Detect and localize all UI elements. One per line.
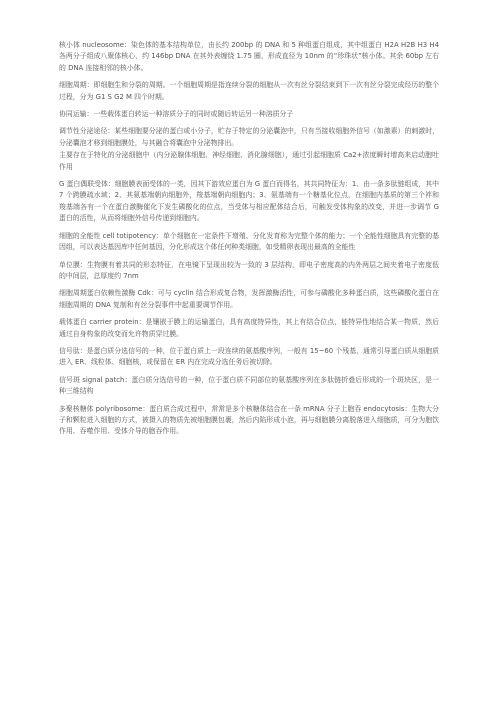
paragraph-cell-cycle: 细胞周期：即细胞生和分裂的周期。一个细胞周期是指连续分裂的细胞从一次有丝分裂结束到下一次有丝分裂完成经历的整个过程，分为 G1 S G2 M 四个时期。 <box>59 81 439 101</box>
paragraph-gpcr: G 蛋白偶联受体：细胞膜表面受体的一类，因其下游效应蛋白为 G 蛋白而得名，其共同特征为：1、由一条多肽链组成，其中 7 个跨膜疏水域；2、其氨基端朝向细胞外，羧基端朝向细胞内；3、氨基端有一个糖基化位点，在细胞内基质的第三个袢和羧基端各有一个在蛋白激酶催化下发生磷酸化的位点，当受体与相应配体结合后，可触发受体构象的改变，并进一步调节 G 蛋白的活性，从而将细胞外信号传递到细胞内。 <box>59 180 439 223</box>
paragraph-regulated-secretion-cont: 主要存在于特化的分泌细胞中（内分泌腺体细胞、神经细胞、消化腺细胞），通过引起细胞质 Ca2+浓度瞬时增高来启动胞吐作用 <box>59 151 439 171</box>
paragraph-nucleosome: 核小体 nucleosome：染色体的基本结构单位，由长约 200bp 的 DNA 和 5 种组蛋白组成，其中组蛋白 H2A H2B H3 H4 各两分子组成八聚体核心，约 146bp DNA 在其外表缠绕 1.75 圈，形成直径为 10nm 的“珍珠状”核小体。其余 60bp 左右的 DNA 连接相邻的核小体。 <box>59 41 439 72</box>
paragraph-totipotency: 细胞的全能性 cell totipotency：单个细胞在一定条件下增殖、分化发育称为完整个体的能力；一个全能性细胞具有完整的基因组，可以表达基因库中任何基因，分化形成这个体任何种类细胞，如受精卵表现出最高的全能性 <box>59 231 439 252</box>
paragraph-cdk: 细胞周期蛋白依赖性激酶 Cdk：可与 cyclin 结合形成复合物，发挥激酶活性，可参与磷酸化多种蛋白质，这些磷酸化蛋白在细胞周期的 DNA 复制和有丝分裂事件中起重要调节作用。 <box>59 289 439 309</box>
paragraph-carrier-protein: 载体蛋白 carrier protein：是镶嵌于膜上的运输蛋白，具有高度特异性，其上有结合位点，能特异性地结合某一物质，然后通过自身构象的改变而允许物质穿过膜。 <box>59 318 439 338</box>
paragraph-unit-membrane: 单位膜：生物膜有着共同的形态特征，在电镜下呈现出较为一致的 3 层结构，即电子密度高的内外两层之间夹着电子密度低的中间层，总厚度约 7nm <box>59 260 439 280</box>
paragraph-signal-patch: 信号斑 signal patch：蛋白质分选信号的一种，位于蛋白质不同部位的氨基酸序列在多肽链折叠后形成的一个斑块区，是一种三维结构 <box>59 375 439 396</box>
paragraph-signal-peptide: 信号肽：是蛋白质分选信号的一种，位于蛋白质上一段连续的氨基酸序列，一般有 15~60 个残基，通常引导蛋白质从细胞质进入 ER、线粒体、细胞核，或保留在 ER 内在完成分选任务后被切除。 <box>59 346 439 367</box>
paragraph-cotransport: 协同运输：一些载体蛋白转运一种溶质分子的同时或随后转运另一种溶质分子 <box>59 110 294 119</box>
paragraph-regulated-secretion: 调节性分泌途径：某些细胞要分泌的蛋白或小分子，贮存于特定的分泌囊泡中，只有当接收细胞外信号（如激素）的刺激时，分泌囊泡才移到细胞膜处，与其融合将囊泡中分泌物排出。 <box>59 127 439 147</box>
document-body <box>59 40 439 444</box>
paragraph-polyribosome: 多聚核糖体 polyribosome：蛋白质合成过程中，常常是多个核糖体结合在一条 mRNA 分子上胞吞 endocytosis：生物大分子和颗粒进入细胞的方式，被摄入的物质先被细胞膜包裹，然后内陷形成小泡，再与细胞膜分离脱落进入细胞质，可分为胞饮作用、吞噬作用、受体介导的胞吞作用。 <box>59 404 439 436</box>
